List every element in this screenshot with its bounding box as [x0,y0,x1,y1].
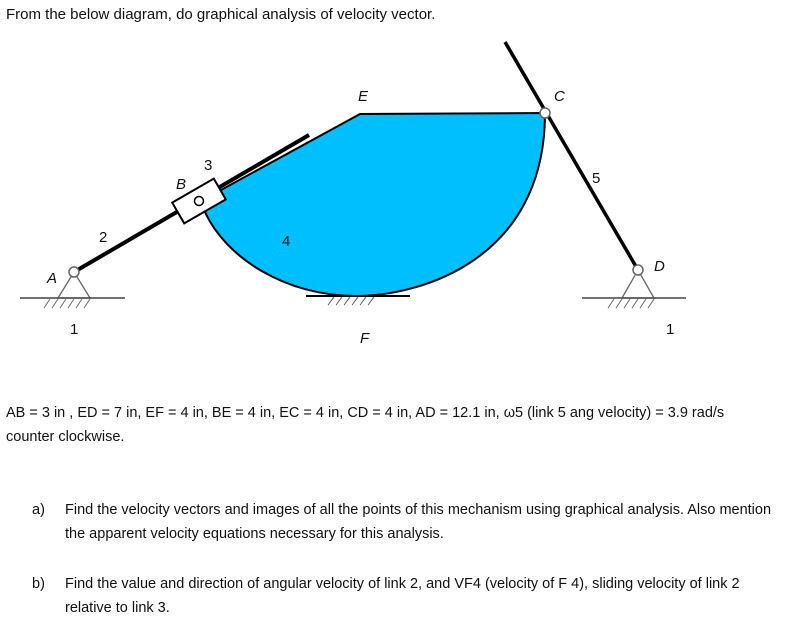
label-b: B [176,176,187,193]
ground-f-hatch [328,297,374,305]
label-e: E [358,88,369,105]
intro-text: From the below diagram, do graphical analysis of velocity vector. [6,6,436,23]
label-f: F [360,330,370,347]
label-5: 5 [592,170,601,187]
label-3: 3 [204,157,213,174]
pin-c [540,108,550,118]
link-4-body [205,113,545,296]
ground-d [582,265,686,308]
label-2: 2 [99,229,108,246]
label-4: 4 [282,233,291,250]
label-1-left: 1 [70,321,79,338]
question-a-label: a) [32,502,45,518]
given-data: AB = 3 in , ED = 7 in, EF = 4 in, BE = 4 in, EC = 4 in, CD = 4 in, AD = 12.1 in, ω5 (link 5 ang velocity) = 3.9 rad/s counter clockwise. [6,405,725,445]
pin-b [195,197,204,206]
ground-a [20,267,125,308]
question-a-text: Find the velocity vectors and images of all the points of this mechanism using graphical analysis. Also mention the apparent velocity equations necessary for this analysis. [65,502,772,542]
label-1-right: 1 [666,321,675,338]
question-b-label: b) [32,576,45,592]
question-b-text: Find the value and direction of angular velocity of link 2, and VF4 (velocity of F 4), sliding velocity of link 2 relative to link 3. [65,576,740,616]
label-d: D [654,258,665,275]
label-a: A [47,270,58,287]
label-c: C [554,88,565,105]
